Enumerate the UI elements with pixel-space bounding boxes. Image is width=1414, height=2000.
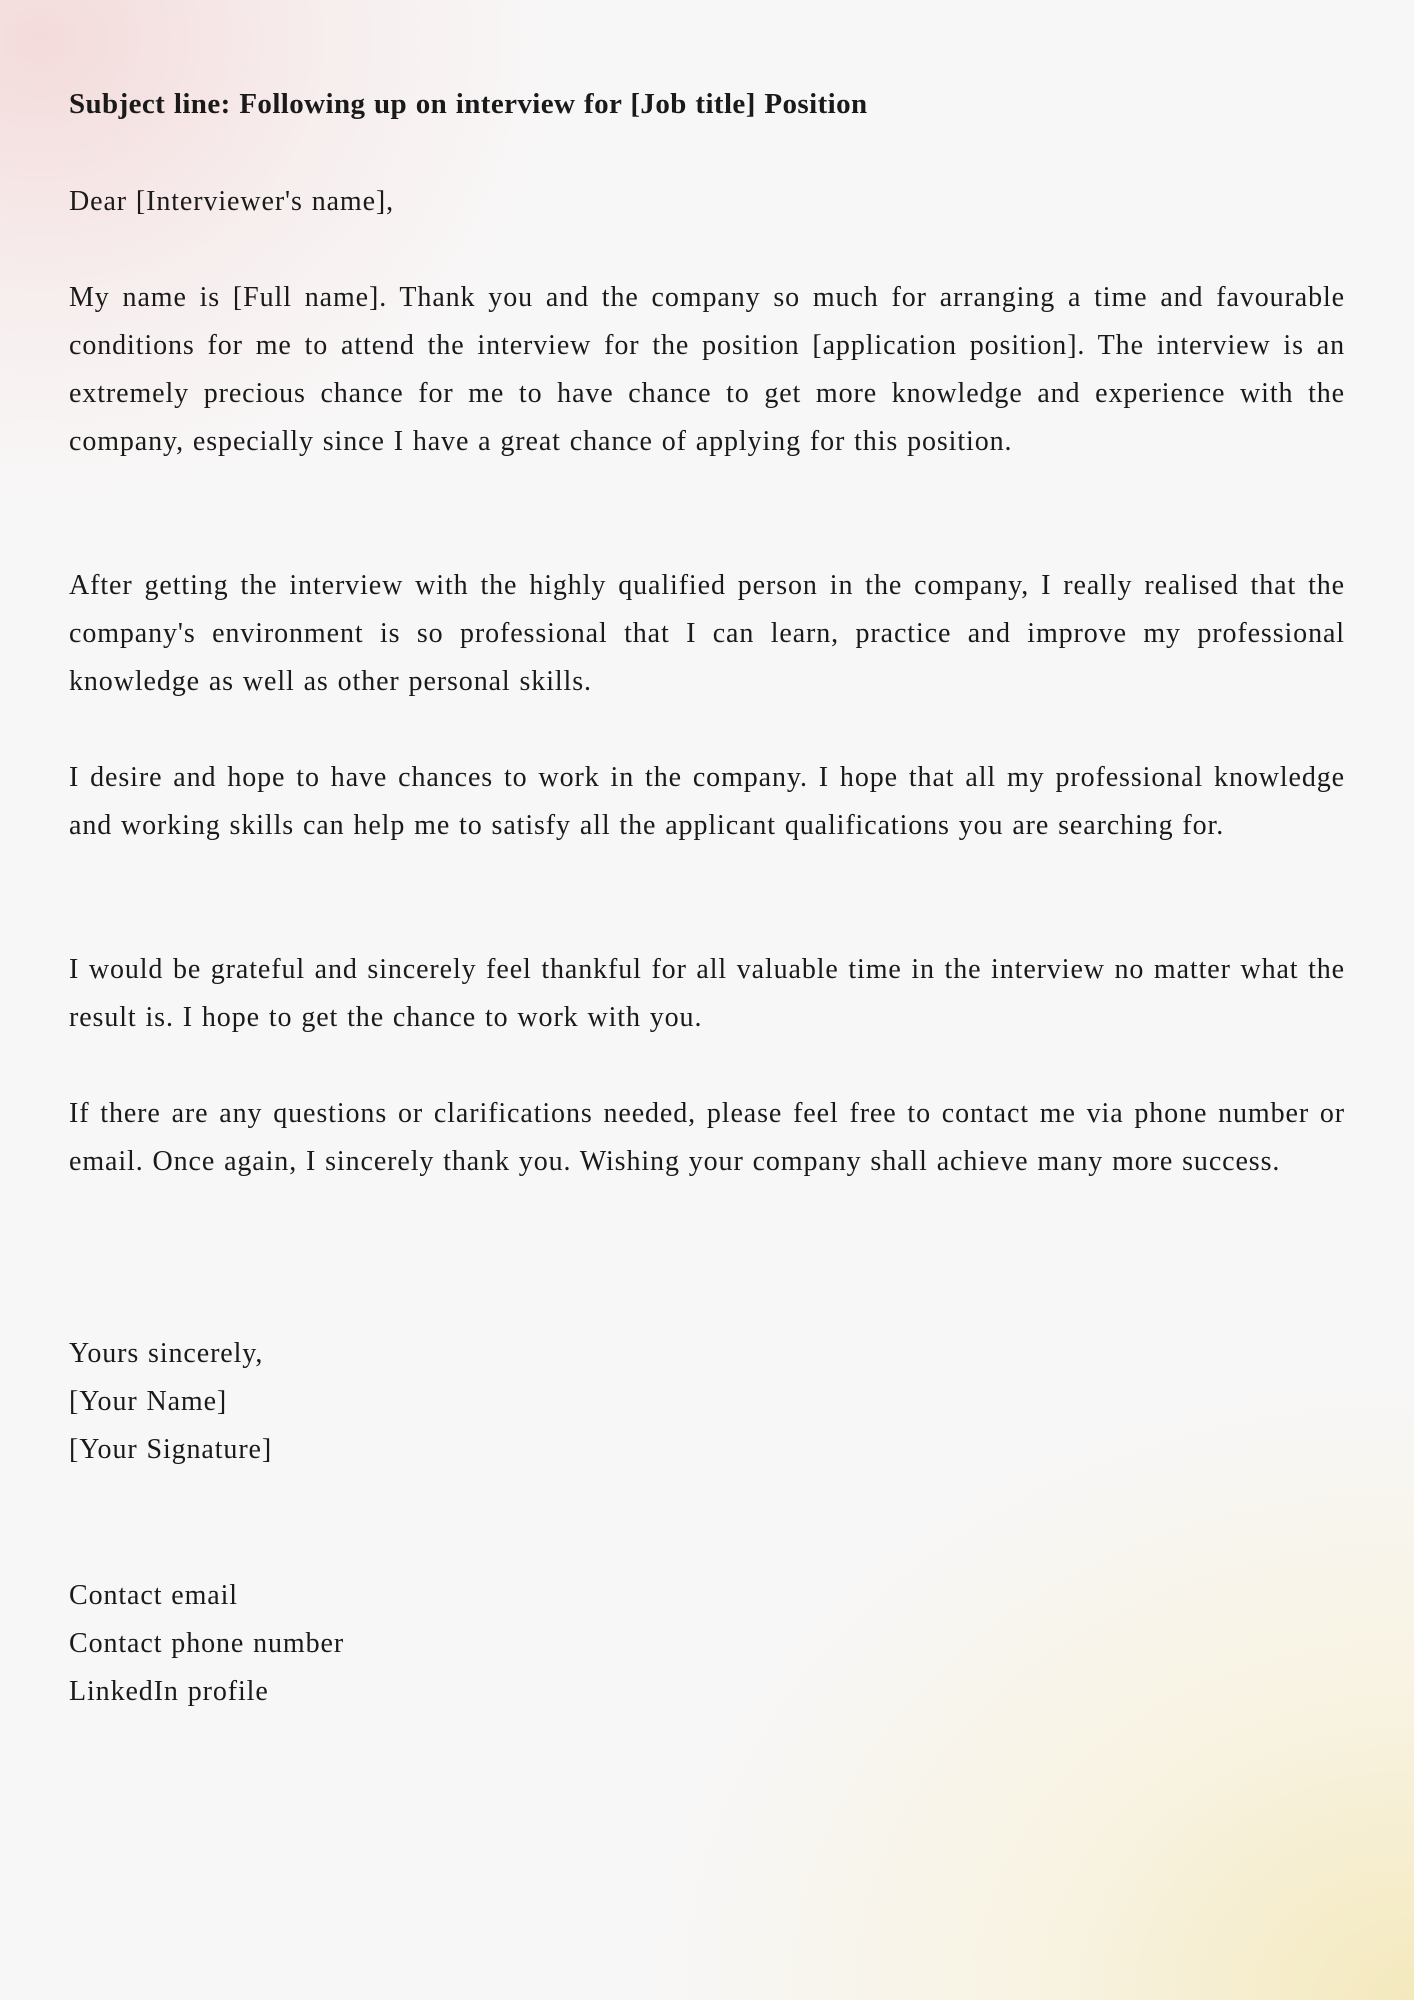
body-paragraph-2: After getting the interview with the highly qualified person in the company, I really realised that the company's environment is so professional that I can learn, practice and improve my professional knowledge as well as other personal skills. (69, 570, 1345, 697)
contact-email: Contact email (69, 1580, 238, 1611)
contact-block (69, 1572, 1345, 1716)
sign-off: Yours sincerely, (69, 1338, 264, 1369)
sender-signature: [Your Signature] (69, 1434, 273, 1465)
subject-line: Subject line: Following up on interview for [Job title] Position (69, 88, 868, 120)
sender-name: [Your Name] (69, 1386, 228, 1417)
body-paragraph-1: My name is [Full name]. Thank you and the company so much for arranging a time and favourable conditions for me to attend the interview for the position [application position]. The interview is an extremely precious chance for me to have chance to get more knowledge and experience with the company, especially since I have a great chance of applying for this position. (69, 282, 1345, 457)
salutation: Dear [Interviewer's name], (69, 186, 395, 217)
linkedin-profile: LinkedIn profile (69, 1676, 269, 1707)
body-paragraph-4: I would be grateful and sincerely feel thankful for all valuable time in the interview no matter what the result is. I hope to get the chance to work with you. (69, 954, 1345, 1033)
body-paragraph-5: If there are any questions or clarifications needed, please feel free to contact me via phone number or email. Once again, I sincerely thank you. Wishing your company shall achieve many more success. (69, 1098, 1345, 1177)
contact-phone: Contact phone number (69, 1628, 345, 1659)
body-paragraph-3: I desire and hope to have chances to work in the company. I hope that all my professional knowledge and working skills can help me to satisfy all the applicant qualifications you are searching for. (69, 762, 1345, 841)
closing-block (69, 1330, 1345, 1474)
